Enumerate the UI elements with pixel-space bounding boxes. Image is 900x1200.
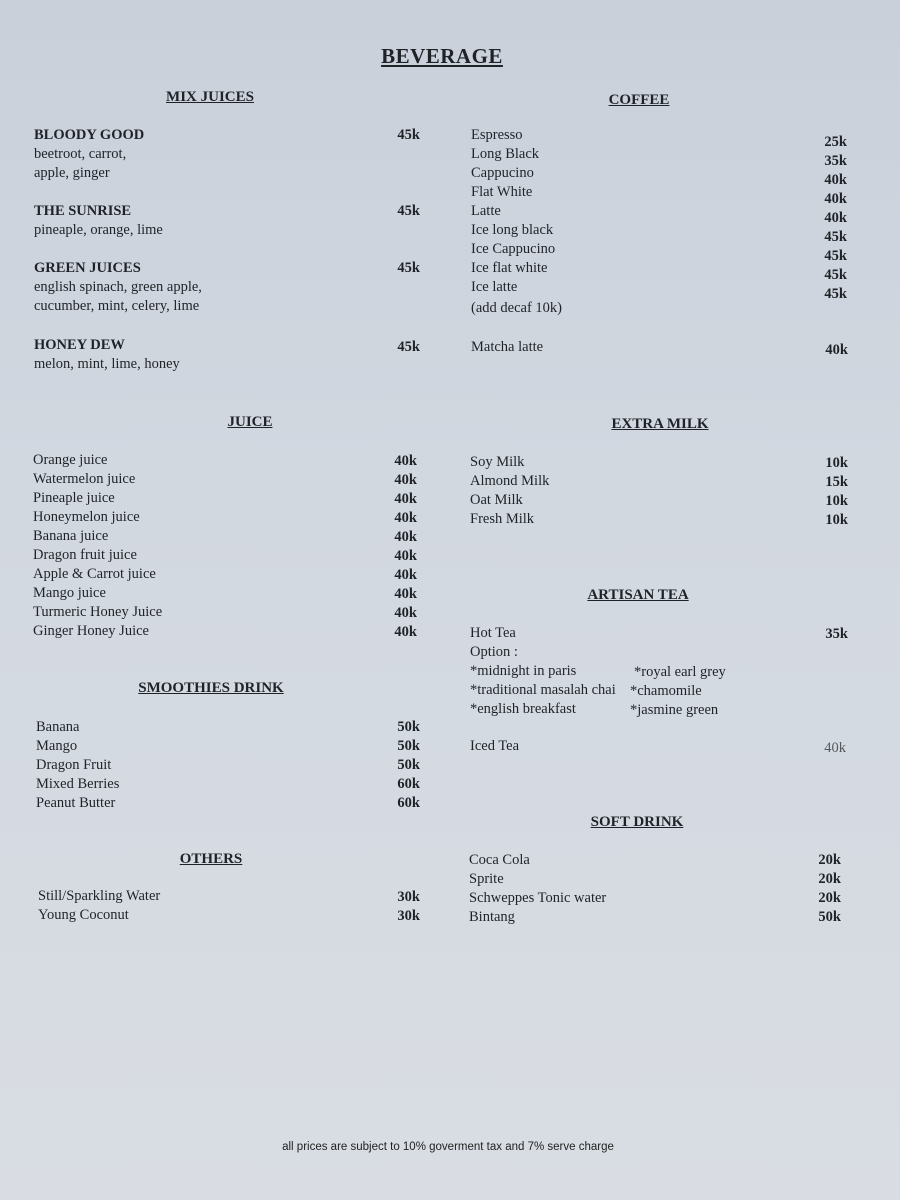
tea-option: *english breakfast <box>470 701 576 717</box>
tea-option: *midnight in paris <box>470 663 577 679</box>
coffee-item-name: Latte <box>471 203 501 219</box>
juice-item-name: Dragon fruit juice <box>33 547 137 563</box>
coffee-item-name: Ice flat white <box>471 260 548 276</box>
coffee-item-name: Matcha latte <box>471 339 544 355</box>
soft-drink-price: 20k <box>818 871 841 887</box>
smoothie-item-name: Mango <box>36 738 78 754</box>
milk-item-price: 10k <box>825 493 848 509</box>
others-item-name: Still/Sparkling Water <box>38 888 161 904</box>
coffee-item-name: Espresso <box>471 127 523 143</box>
iced-tea-price: 40k <box>824 740 846 756</box>
soft-drink-name: Bintang <box>469 909 515 925</box>
milk-item-name: Soy Milk <box>470 454 525 470</box>
soft-drink-price: 50k <box>818 909 841 925</box>
juice-item-name: Turmeric Honey Juice <box>33 604 163 620</box>
smoothie-item-name: Dragon Fruit <box>36 757 112 773</box>
smoothie-item-name: Banana <box>36 719 80 735</box>
juice-item-name: Mango juice <box>33 585 106 601</box>
hot-tea-name: Hot Tea <box>470 625 516 641</box>
decaf-note: (add decaf 10k) <box>471 300 562 316</box>
others-item-price: 30k <box>397 889 420 905</box>
smoothies-heading: SMOOTHIES DRINK <box>138 680 284 696</box>
tea-option: *jasmine green <box>630 702 719 718</box>
artisan-tea-heading: ARTISAN TEA <box>587 587 689 603</box>
coffee-item-price: 25k <box>824 134 847 150</box>
tea-option: *royal earl grey <box>634 664 726 680</box>
coffee-item-name: Cappucino <box>471 165 534 181</box>
juice-item-price: 40k <box>394 472 417 488</box>
soft-drink-name: Coca Cola <box>469 852 530 868</box>
juice-item-name: Watermelon juice <box>33 471 136 487</box>
coffee-item-price: 45k <box>824 229 847 245</box>
mix-juices-heading: MIX JUICES <box>166 89 254 105</box>
tea-option: *chamomile <box>630 683 702 699</box>
mix-juice-desc: apple, ginger <box>34 165 110 181</box>
coffee-item-price: 45k <box>824 248 847 264</box>
smoothie-item-name: Peanut Butter <box>36 795 116 811</box>
juice-item-name: Honeymelon juice <box>33 509 140 525</box>
menu-title: BEVERAGE <box>381 44 503 68</box>
juice-item-name: Pineaple juice <box>33 490 115 506</box>
smoothie-item-name: Mixed Berries <box>36 776 120 792</box>
others-heading: OTHERS <box>179 851 243 867</box>
coffee-item-price: 40k <box>824 172 847 188</box>
coffee-item-price: 45k <box>824 267 847 283</box>
milk-item-name: Oat Milk <box>470 492 523 508</box>
smoothie-item-price: 50k <box>397 757 420 773</box>
soft-drink-heading: SOFT DRINK <box>590 814 684 830</box>
coffee-item-name: Ice latte <box>471 279 518 295</box>
milk-item-price: 10k <box>825 512 848 528</box>
coffee-item-price: 40k <box>824 191 847 207</box>
coffee-item-name: Ice Cappucino <box>471 241 556 257</box>
mix-juice-price: 45k <box>397 339 420 355</box>
coffee-item-name: Flat White <box>471 184 533 200</box>
juice-item-name: Orange juice <box>33 452 108 468</box>
mix-juice-name: THE SUNRISE <box>34 203 132 219</box>
coffee-item-name: Long Black <box>471 146 540 162</box>
juice-item-price: 40k <box>394 510 417 526</box>
mix-juice-price: 45k <box>397 203 420 219</box>
juice-item-name: Banana juice <box>33 528 109 544</box>
mix-juice-desc: pineaple, orange, lime <box>34 222 163 238</box>
soft-drink-price: 20k <box>818 852 841 868</box>
soft-drink-price: 20k <box>818 890 841 906</box>
coffee-heading: COFFEE <box>608 92 670 108</box>
mix-juice-desc: melon, mint, lime, honey <box>34 356 180 372</box>
juice-item-price: 40k <box>394 529 417 545</box>
tea-option: *traditional masalah chai <box>470 682 616 698</box>
coffee-item-price: 35k <box>824 153 847 169</box>
milk-item-name: Fresh Milk <box>470 511 535 527</box>
mix-juice-price: 45k <box>397 127 420 143</box>
others-item-name: Young Coconut <box>38 907 129 923</box>
mix-juice-price: 45k <box>397 260 420 276</box>
smoothie-item-price: 50k <box>397 738 420 754</box>
others-item-price: 30k <box>397 908 420 924</box>
coffee-item-price: 45k <box>824 286 847 302</box>
juice-item-price: 40k <box>394 624 417 640</box>
smoothie-item-price: 60k <box>397 795 420 811</box>
smoothie-item-price: 50k <box>397 719 420 735</box>
coffee-item-price: 40k <box>824 210 847 226</box>
footer-note: all prices are subject to 10% goverment tax and 7% serve charge <box>282 1141 614 1153</box>
juice-item-price: 40k <box>394 548 417 564</box>
milk-item-name: Almond Milk <box>470 473 550 489</box>
coffee-item-price: 40k <box>825 342 848 358</box>
juice-item-price: 40k <box>394 567 417 583</box>
mix-juice-name: HONEY DEW <box>34 337 125 353</box>
juice-item-price: 40k <box>394 453 417 469</box>
juice-item-name: Ginger Honey Juice <box>33 623 149 639</box>
mix-juice-desc: beetroot, carrot, <box>34 146 127 162</box>
juice-item-price: 40k <box>394 605 417 621</box>
smoothie-item-price: 60k <box>397 776 420 792</box>
extra-milk-heading: EXTRA MILK <box>611 416 709 432</box>
hot-tea-price: 35k <box>825 626 848 642</box>
juice-item-price: 40k <box>394 491 417 507</box>
mix-juice-desc: english spinach, green apple, <box>34 279 202 295</box>
mix-juice-name: BLOODY GOOD <box>34 127 145 143</box>
tea-option-label: Option : <box>470 644 518 660</box>
soft-drink-name: Sprite <box>469 871 504 887</box>
juice-heading: JUICE <box>227 414 273 430</box>
milk-item-price: 15k <box>825 474 848 490</box>
milk-item-price: 10k <box>825 455 848 471</box>
mix-juice-desc: cucumber, mint, celery, lime <box>34 298 200 314</box>
juice-item-price: 40k <box>394 586 417 602</box>
iced-tea-name: Iced Tea <box>470 738 520 754</box>
juice-item-name: Apple & Carrot juice <box>33 566 156 582</box>
soft-drink-name: Schweppes Tonic water <box>469 890 607 906</box>
coffee-item-name: Ice long black <box>471 222 554 238</box>
mix-juice-name: GREEN JUICES <box>34 260 141 276</box>
